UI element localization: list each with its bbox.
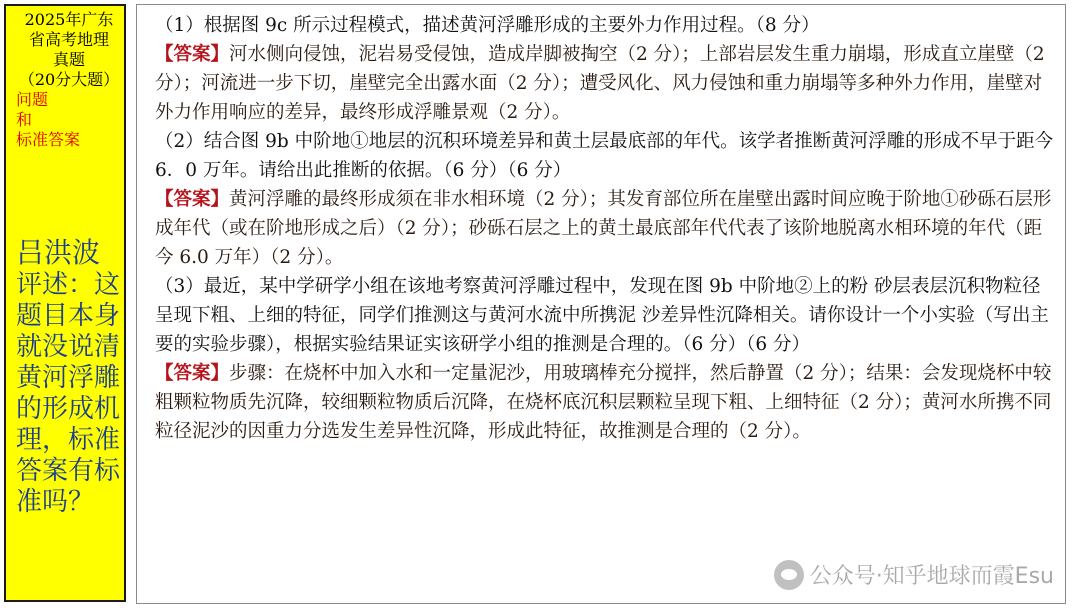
- sidebar-panel: [4, 4, 126, 602]
- answer-tag: 【答案】: [155, 363, 230, 384]
- exam-content: [136, 4, 1066, 604]
- comment-text: 评述：这题目本身就没说清黄河浮雕的形成机理，标准答案有标准吗？: [16, 270, 121, 517]
- answer-text: 河水侧向侵蚀，泥岩易受侵蚀，造成岸脚被掏空（2 分）；上部岩层发生重力崩塌，形成直立崖壁（2 分）；河流进一步下切，崖壁完全出露水面（2 分）；遭受风化、风力侵蚀和重力崩塌等多种外力作用，崖壁对外力作用响应的差异，最终形成浮雕景观（2 分）。: [155, 44, 1045, 123]
- question-2: （2）结合图 9b 中阶地①地层的沉积环境差异和黄土层最底部的年代。该学者推断黄河浮雕的形成不早于距今 6．0 万年。请给出此推断的依据。（6 分）（6 分）: [155, 131, 1054, 181]
- answer-text: 步骤：在烧杯中加入水和一定量泥沙，用玻璃棒充分搅拌，然后静置（2 分）；结果：会发现烧杯中较粗颗粒物质先沉降，较细颗粒物质后沉降，在烧杯底沉积层颗粒呈现下粗、上细特征（2 分）；黄河水所携不同粒径泥沙的因重力分选发生差异性沉降，形成此特征，故推测是合理的（2 分）。: [155, 363, 1052, 442]
- watermark: [774, 559, 1054, 590]
- answer-tag: 【答案】: [155, 44, 230, 65]
- title-line: （20分大题）: [18, 70, 120, 89]
- subtitle-line: 标准答案: [16, 130, 81, 149]
- title-line: 真题: [52, 50, 85, 69]
- subtitle-line: 和: [16, 110, 33, 129]
- question-1: （1）根据图 9c 所示过程模式，描述黄河浮雕形成的主要外力作用过程。（8 分）: [155, 15, 820, 36]
- question-3: （3）最近，某中学研学小组在该地考察黄河浮雕过程中，发现在图 9b 中阶地②上的粉 砂层表层沉积物粒径呈现下粗、上细的特征，同学们推测这与黄河水流中所携泥 沙差异性沉降相关。请你设计一个小实验（写出主要的实验步骤），根据实验结果证实该研学小组的推测是合理的。（6 分）（6 分）: [155, 276, 1049, 355]
- answer-tag: 【答案】: [155, 189, 230, 210]
- answer-3: [155, 359, 1055, 446]
- title-line: 省高考地理: [28, 30, 109, 49]
- sidebar-header: [12, 10, 126, 150]
- comment-author: 吕洪波: [16, 236, 101, 269]
- subtitle-line: 问题: [16, 90, 49, 109]
- answer-1: [155, 40, 1055, 127]
- answer-text: 黄河浮雕的最终形成须在非水相环境（2 分）；其发育部位所在崖壁出露时间应晚于阶地①砂砾石层形成年代（或在阶地形成之后）（2 分）；砂砾石层之上的黄土最底部年代代表了该阶地脱离水相环境的年代（距今 6.0 万年）（2 分）。: [155, 189, 1052, 268]
- watermark-text: 公众号·知乎地球而霞Esu: [809, 564, 1054, 589]
- comment-block: [16, 236, 126, 518]
- wechat-icon: [774, 560, 804, 590]
- title-line: 2025年广东: [24, 10, 114, 29]
- answer-2: [155, 185, 1055, 272]
